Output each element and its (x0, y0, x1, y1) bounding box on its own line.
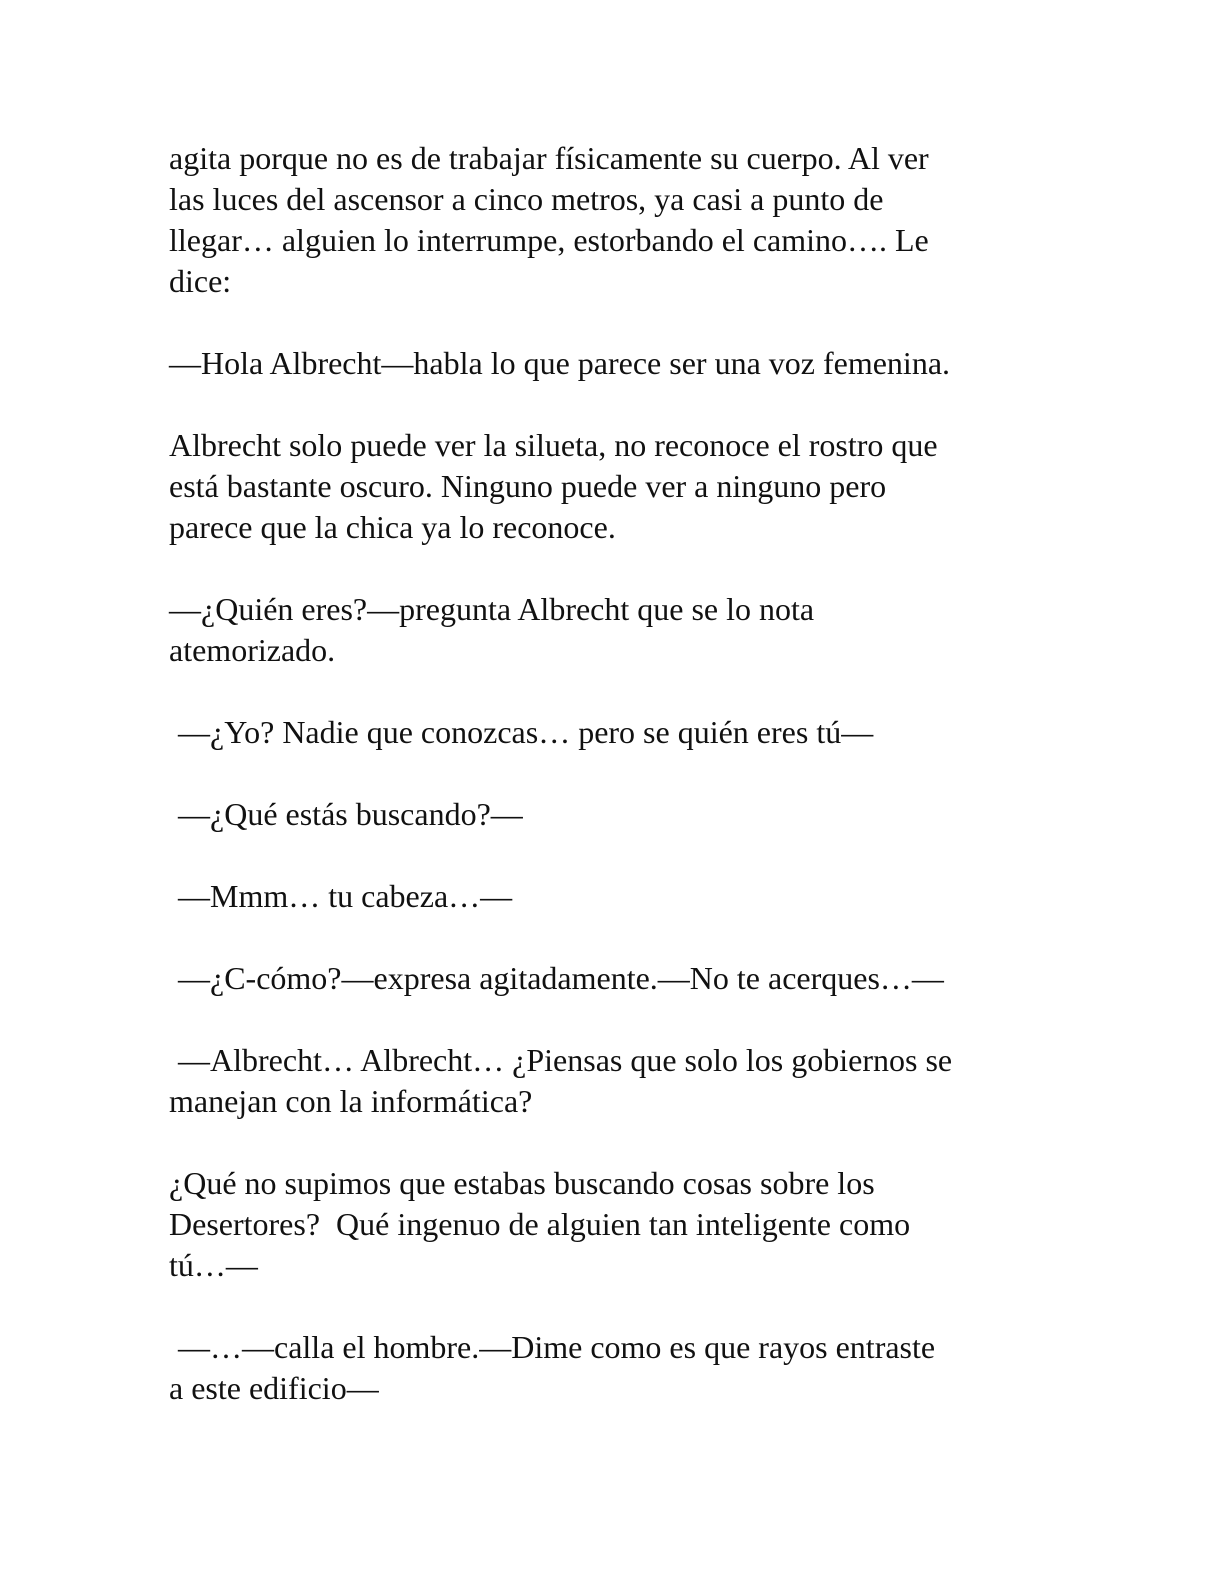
text-line: —¿Quién eres?—pregunta Albrecht que se lo nota (169, 591, 815, 627)
dialogue-paragraph (169, 794, 1059, 835)
text-line: —¿C-cómo?—expresa agitadamente.—No te acerques…— (178, 960, 944, 996)
text-line: —Albrecht… Albrecht… ¿Piensas que solo los gobiernos se (178, 1042, 953, 1078)
text-line: ¿Qué no supimos que estabas buscando cosas sobre los (169, 1165, 875, 1201)
text-line: a este edificio— (169, 1370, 379, 1406)
text-line: manejan con la informática? (169, 1083, 533, 1119)
text-line: tú…— (169, 1247, 258, 1283)
dialogue-paragraph (169, 1327, 1059, 1409)
dialogue-paragraph (169, 343, 1059, 384)
dialogue-paragraph (169, 1163, 1059, 1286)
text-line: está bastante oscuro. Ninguno puede ver a ninguno pero (169, 468, 887, 504)
dialogue-paragraph (169, 876, 1059, 917)
text-line: Desertores? Qué ingenuo de alguien tan inteligente como (169, 1206, 911, 1242)
text-line: —¿Yo? Nadie que conozcas… pero se quién eres tú— (178, 714, 874, 750)
text-line: —¿Qué estás buscando?— (178, 796, 523, 832)
narration-paragraph (169, 425, 1059, 548)
dialogue-paragraph (169, 1040, 1059, 1122)
text-line: atemorizado. (169, 632, 336, 668)
dialogue-paragraph (169, 958, 1059, 999)
dialogue-paragraph (169, 589, 1059, 671)
text-line: agita porque no es de trabajar físicamente su cuerpo. Al ver (169, 140, 929, 176)
dialogue-paragraph (169, 712, 1059, 753)
text-line: dice: (169, 263, 232, 299)
text-line: las luces del ascensor a cinco metros, ya casi a punto de (169, 181, 884, 217)
text-line: Albrecht solo puede ver la silueta, no reconoce el rostro que (169, 427, 938, 463)
text-line: —Hola Albrecht—habla lo que parece ser una voz femenina. (169, 345, 951, 381)
text-line: parece que la chica ya lo reconoce. (169, 509, 616, 545)
text-line: llegar… alguien lo interrumpe, estorbando el camino…. Le (169, 222, 929, 258)
body-text (169, 138, 1059, 1450)
narration-paragraph (169, 138, 1059, 302)
text-line: —…—calla el hombre.—Dime como es que rayos entraste (178, 1329, 936, 1365)
text-line: —Mmm… tu cabeza…— (178, 878, 513, 914)
